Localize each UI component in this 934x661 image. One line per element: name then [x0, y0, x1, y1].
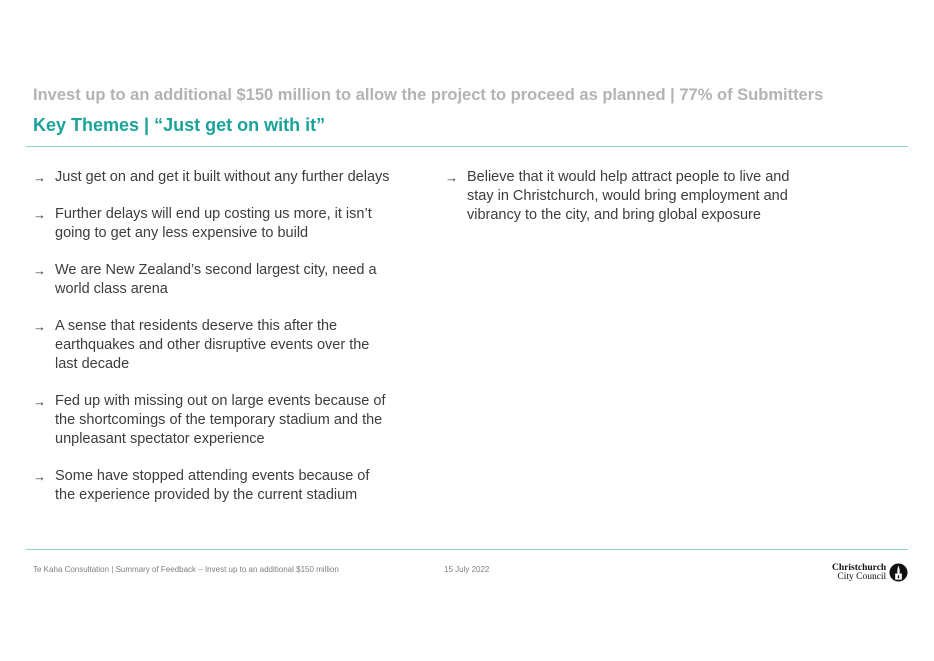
logo-wordmark: [832, 564, 886, 582]
bullet-item: [445, 168, 790, 225]
bullet-item: [33, 205, 393, 243]
bullet-item: [33, 392, 393, 449]
bullet-text: Further delays will end up costing us more, it isn’t going to get any less expensive to build: [55, 206, 372, 241]
bullet-item: [33, 261, 393, 299]
bullet-list-right: [445, 168, 790, 225]
bullet-text: Just get on and get it built without any further delays: [55, 169, 390, 185]
arrow-right-icon: →: [445, 170, 458, 185]
footer-date: 15 July 2022: [444, 565, 490, 574]
council-logo: [832, 563, 908, 582]
bullet-text: We are New Zealand’s second largest city, need a world class arena: [55, 262, 377, 297]
bullet-item: [33, 467, 393, 505]
bullet-item: [33, 168, 393, 187]
bullet-list-left: [33, 168, 393, 523]
arrow-right-icon: →: [33, 469, 46, 484]
header-divider: [26, 146, 908, 147]
arrow-right-icon: →: [33, 394, 46, 409]
arrow-right-icon: →: [33, 207, 46, 222]
footer-divider: [26, 549, 908, 550]
arrow-right-icon: →: [33, 319, 46, 334]
arrow-right-icon: →: [33, 170, 46, 185]
slide-title: Key Themes | “Just get on with it”: [33, 115, 326, 135]
bullet-text: Fed up with missing out on large events because of the shortcomings of the temporary stadium and the unpleasant spectator experience: [55, 393, 386, 447]
slide-subtitle: Invest up to an additional $150 million to allow the project to proceed as planned | 77% of Submitters: [33, 86, 824, 104]
bullet-item: [33, 317, 393, 374]
bullet-text: Believe that it would help attract people to live and stay in Christchurch, would bring employment and vibrancy to the city, and bring global exposure: [467, 169, 790, 223]
logo-line-1: Christchurch: [832, 562, 887, 573]
bullet-text: Some have stopped attending events because of the experience provided by the current stadium: [55, 468, 370, 503]
bullet-text: A sense that residents deserve this after the earthquakes and other disruptive events over the last decade: [55, 318, 370, 372]
logo-line-2: City Council: [837, 571, 887, 582]
cathedral-logo-icon: [889, 563, 908, 582]
arrow-right-icon: →: [33, 263, 46, 278]
footer-source: Te Kaha Consultation | Summary of Feedback – Invest up to an additional $150 million: [33, 565, 339, 574]
